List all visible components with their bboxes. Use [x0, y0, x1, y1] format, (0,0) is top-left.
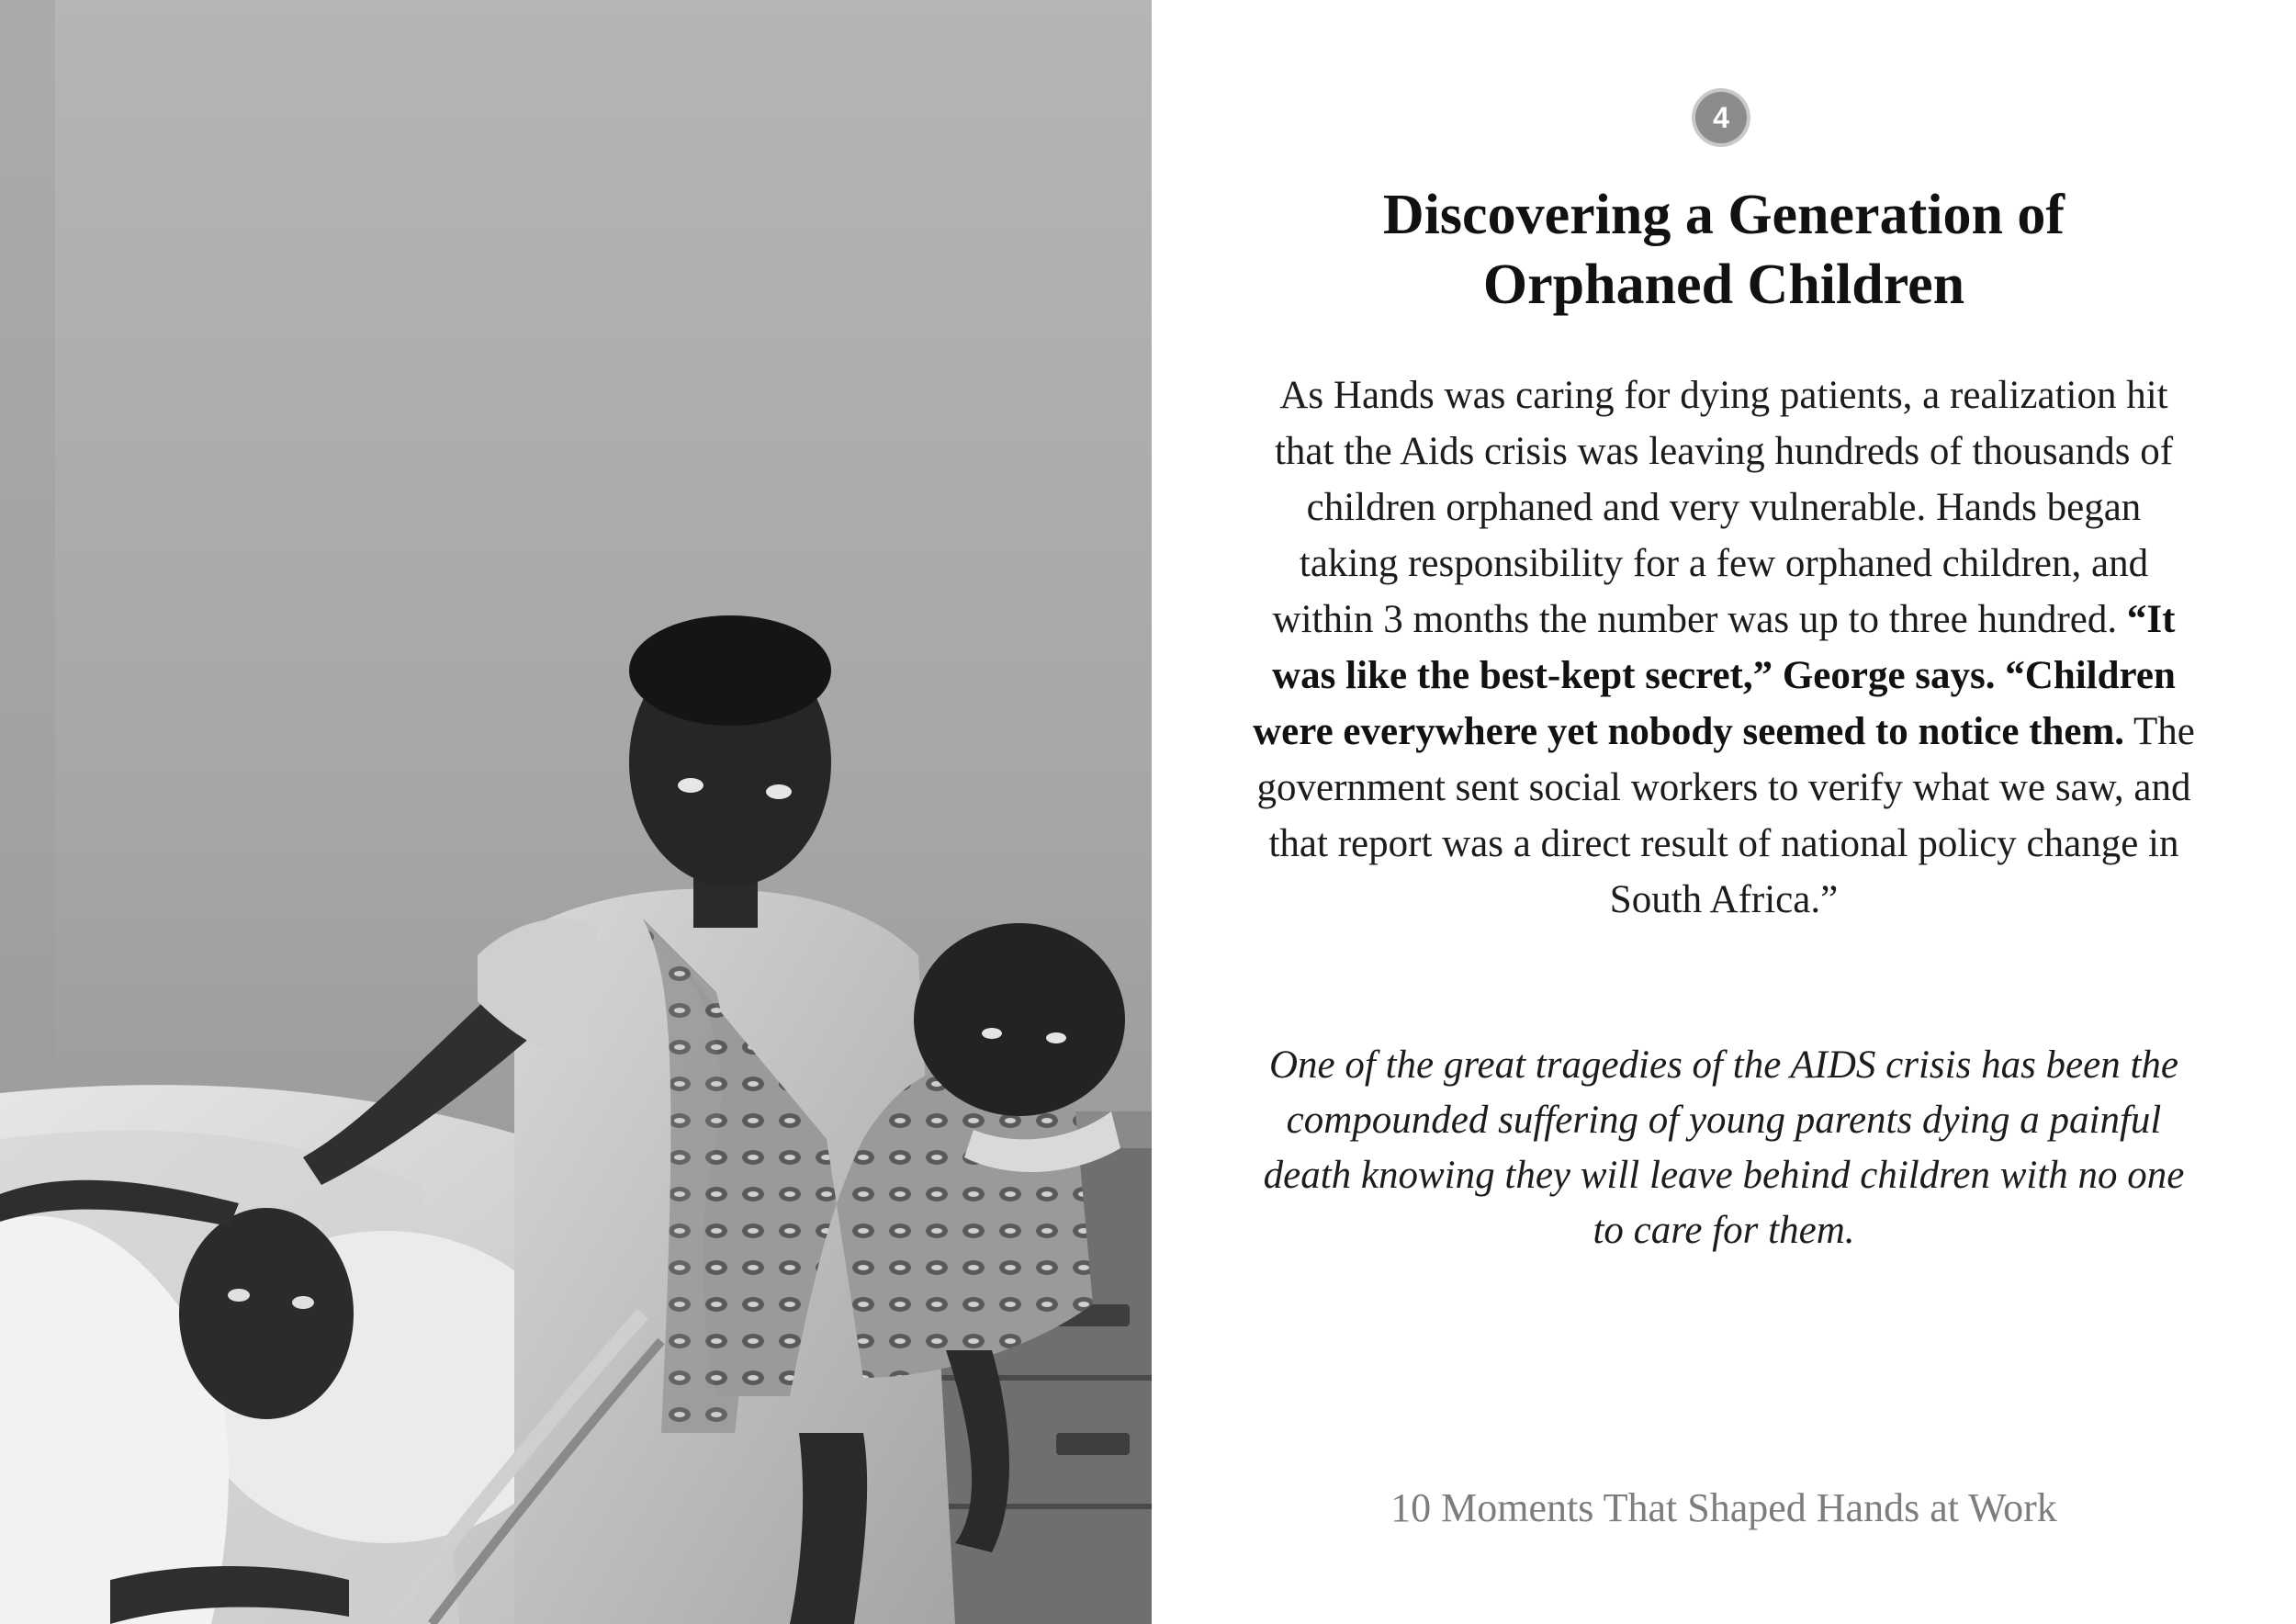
title-line-1: Discovering a Generation of	[1382, 184, 2065, 246]
text-page	[1152, 0, 2296, 1624]
title-line-2: Orphaned Children	[1482, 254, 1965, 316]
body-text-part-1: As Hands was caring for dying patients, a realization hit that the Aids crisis was leaving hundreds of thousands of children orphaned and very vulnerable. Hands began taking responsibility for a few orphaned children, and within 3 months the number was up to three hundred.	[1272, 374, 2174, 641]
body-text-part-2: The government sent social workers to verify what we saw, and that report was a direct result of national policy change in South Africa.”	[1256, 710, 2195, 921]
page-title	[1207, 180, 2241, 320]
body-paragraph	[1253, 367, 2195, 928]
page-number-badge: 4	[1695, 92, 1747, 143]
body-bold-quote: “It was like the best-kept secret,” George says. “Children were everywhere yet nobody seemed to notice them.	[1253, 598, 2176, 753]
pull-quote: One of the great tragedies of the AIDS crisis has been the compounded suffering of young parents dying a painful death knowing they will leave behind children with no one to care for them.	[1263, 1043, 2185, 1252]
book-footer-title: 10 Moments That Shaped Hands at Work	[1390, 1485, 2057, 1530]
